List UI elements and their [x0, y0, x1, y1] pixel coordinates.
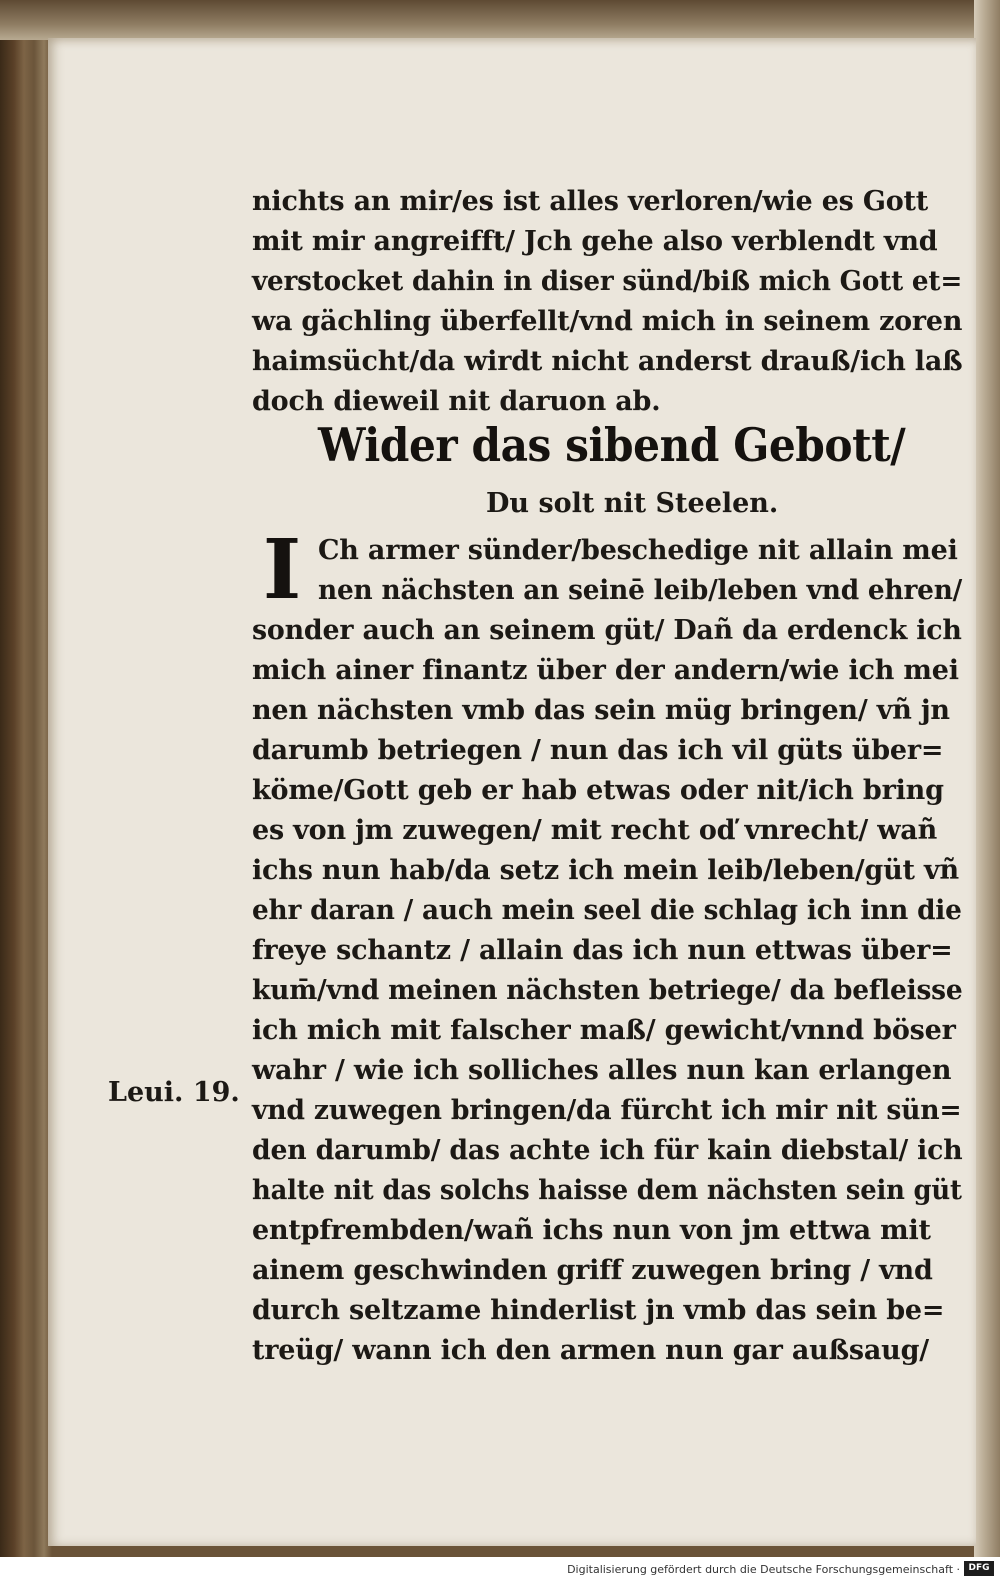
section-subheading: Du solt nit Steelen.: [486, 488, 779, 519]
text-line: mit mir angreifft/ Jch gehe also verblendt vnd: [252, 226, 938, 257]
text-line: treüg/ wann ich den armen nun gar außsaug/: [252, 1335, 929, 1366]
drop-cap-initial: I: [262, 522, 302, 618]
footer-bar: [0, 1557, 1000, 1579]
text-line: vnd zuwegen bringen/da fürcht ich mir nit sün=: [252, 1095, 962, 1126]
text-line: durch seltzame hinderlist jn vmb das sein be=: [252, 1295, 945, 1326]
text-line: entpfrembden/wañ ichs nun von jm ettwa mit: [252, 1215, 931, 1246]
text-line: kum̄/vnd meinen nächsten betriege/ da befleisse: [252, 975, 963, 1006]
text-line: nen nächsten an seinē leib/leben vnd ehren/: [318, 575, 963, 606]
text-line: nen nächsten vmb das sein müg bringen/ vñ jn: [252, 695, 950, 726]
text-line: ainem geschwinden griff zuwegen bring / vnd: [252, 1255, 933, 1286]
text-line: ich mich mit falscher maß/ gewicht/vnnd böser: [252, 1015, 956, 1046]
text-line: mich ainer finantz über der andern/wie ich mei: [252, 655, 959, 686]
funding-credit: Digitalisierung gefördert durch die Deutsche Forschungsgemeinschaft ·: [567, 1563, 960, 1576]
text-line: verstocket dahin in diser sünd/biß mich Gott et=: [252, 266, 963, 297]
text-line: halte nit das solchs haisse dem nächsten sein güt: [252, 1175, 962, 1206]
text-line: wahr / wie ich solliches alles nun kan erlangen: [252, 1055, 952, 1086]
dfg-logo: DFG: [964, 1561, 994, 1576]
text-line: darumb betriegen / nun das ich vil güts über=: [252, 735, 944, 766]
text-line: ehr daran / auch mein seel die schlag ich inn die: [252, 895, 962, 926]
text-line: haimsücht/da wirdt nicht anderst drauß/ich laß: [252, 346, 963, 377]
text-line: ichs nun hab/da setz ich mein leib/leben/güt vñ: [252, 855, 959, 886]
text-line: doch dieweil nit daruon ab.: [252, 386, 661, 417]
section-heading: Wider das sibend Gebott/: [318, 418, 906, 472]
margin-reference: Leui. 19.: [108, 1077, 240, 1108]
text-line: es von jm zuwegen/ mit recht oď vnrecht/ wañ: [252, 815, 937, 846]
text-line: den darumb/ das achte ich für kain diebstal/ ich: [252, 1135, 963, 1166]
text-line: köme/Gott geb er hab etwas oder nit/ich bring: [252, 775, 944, 806]
text-line: wa gächling überfellt/vnd mich in seinem zoren: [252, 306, 963, 337]
text-line: Ch armer sünder/beschedige nit allain mei: [318, 535, 958, 566]
page-stack-edge: [974, 0, 1000, 1560]
text-line: nichts an mir/es ist alles verloren/wie es Gott: [252, 186, 929, 217]
page-top-edge: [0, 0, 1000, 40]
text-line: sonder auch an seinem güt/ Dañ da erdenck ich: [252, 615, 962, 646]
text-line: freye schantz / allain das ich nun ettwas über=: [252, 935, 953, 966]
